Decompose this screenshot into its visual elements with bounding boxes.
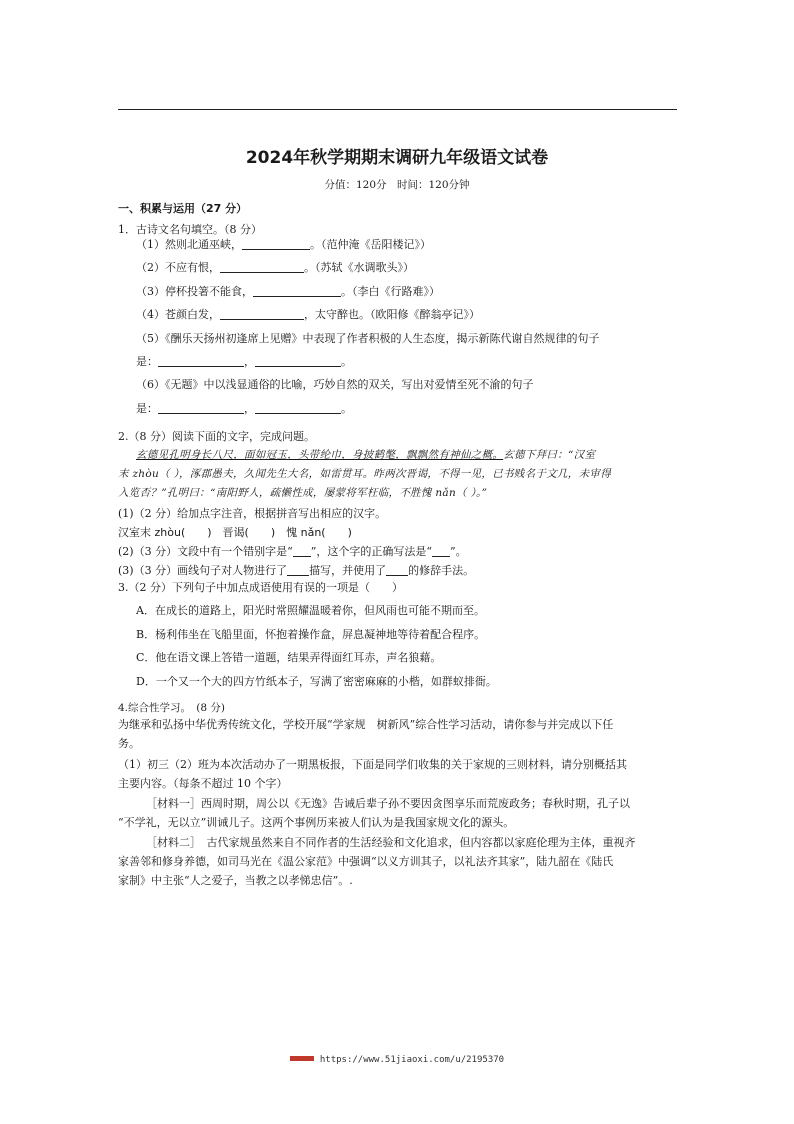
- q3-stem: 3.（2 分）下列句子中加点成语使用有误的一项是（ ）: [118, 581, 403, 594]
- q4-material-1-line-1: ［材料一］西周时期，周公以《无逸》告诫后辈子孙不要因贪图享乐而荒废政务；春秋时期，孔子以: [146, 797, 630, 810]
- q4-material-2-line-1: ［材料二］ 古代家规虽然来自不同作者的生活经验和文化追求，但内容都以家庭伦理为主体，重视齐: [146, 836, 636, 849]
- answer-prefix: 是：: [136, 355, 158, 368]
- q1-line-4-source: ，太守醉也。（欧阳修《醉翁亭记》）: [304, 308, 480, 321]
- site-logo: www: [290, 1056, 314, 1061]
- answer-blank: [293, 544, 311, 557]
- q1-line-2-text: （2）不应有恨，: [136, 261, 220, 274]
- q4-material-2-line-3: 家制》中主张“人之爱子，当教之以孝悌忠信”。.: [118, 874, 353, 887]
- footer-url[interactable]: https://www.51jiaoxi.com/u/2195370: [319, 1055, 505, 1065]
- q4-sub-1-line-1: （1）初三（2）班为本次活动办了一期黑板报，下面是同学们收集的关于家规的三则材料，请分别概括其: [118, 758, 627, 771]
- q3-option-c: C．他在语文课上答错一道题，结果弄得面红耳赤，声名狼藉。: [136, 651, 442, 664]
- period: 。: [341, 402, 352, 415]
- answer-prefix: 是：: [136, 402, 158, 415]
- answer-blank: [220, 307, 304, 320]
- q4-material-1-line-2: “不学礼，无以立”训诫儿子。这两个事例历来被人们认为是我国家规文化的源头。: [118, 816, 515, 829]
- q2-stem: 2.（8 分）阅读下面的文字，完成问题。: [118, 430, 315, 443]
- q2-passage-line-3: 入览否？”孔明曰：“南阳野人，疏懒性成，屡蒙将军枉临，不胜愧 nǎn（ ）。”: [118, 487, 488, 499]
- q4-sub-1-line-2: 主要内容。（每条不超过 10 个字）: [118, 777, 288, 790]
- answer-blank: [158, 354, 244, 367]
- q1-line-6: （6）《无题》中以浅显通俗的比喻，巧妙自然的双关，写出对爱情至死不渝的句子: [136, 378, 534, 391]
- q1-line-2-source: 。（苏轼《水调歌头》）: [304, 261, 414, 274]
- q2-sub-1: (1)（2 分）给加点字注音，根据拼音写出相应的汉字。: [118, 507, 387, 520]
- underlined-sentence: 玄德见孔明身长八尺，面如冠玉，头带纶巾，身披鹤氅，飘飘然有神仙之概。: [136, 449, 504, 461]
- q1-line-3-text: （3）停杯投箸不能食，: [136, 285, 253, 298]
- q2-sub-3-text-b: 描写，并使用了: [309, 564, 387, 577]
- q4-material-2-line-2: 家善邻和修身养德，如司马光在《温公家范》中强调“以义方训其子，以礼法齐其家”，陆九韶在《陆氏: [118, 855, 614, 868]
- q1-line-6-answer: [136, 400, 352, 416]
- q1-line-1: [136, 236, 431, 252]
- q1-line-4-text: （4）苍颜白发，: [136, 308, 220, 321]
- comma: ，: [244, 402, 255, 415]
- q2-sub-2-text: (2)（3 分）文段中有一个错别字是“: [118, 545, 293, 558]
- answer-blank: [287, 563, 309, 576]
- answer-blank: [255, 354, 341, 367]
- q1-line-5: （5）《酬乐天扬州初逢席上见赠》中表现了作者积极的人生态度，揭示新陈代谢自然规律的句子: [136, 332, 600, 345]
- q3-option-d: D．一个又一个大的四方竹纸本子，写满了密密麻麻的小楷，如群蚁排衙。: [136, 675, 497, 688]
- q4-stem: 4.综合性学习。 (8 分): [118, 702, 225, 714]
- header-rule: [118, 109, 677, 110]
- q1-line-4: [136, 306, 480, 322]
- q2-passage-line-1: [136, 447, 595, 462]
- exam-meta: 分值：120分 时间：120分钟: [324, 179, 470, 191]
- answer-blank: [432, 544, 450, 557]
- q1-line-5-answer: [136, 353, 352, 369]
- q1-line-3: [136, 283, 440, 299]
- q2-sub-2-text-b: ”，这个字的正确写法是“: [310, 545, 432, 558]
- answer-blank: [386, 563, 408, 576]
- passage-text: 玄德下拜曰：“汉室: [503, 449, 596, 461]
- q1-line-2: [136, 259, 414, 275]
- answer-blank: [158, 401, 244, 414]
- q2-sub-3: [118, 562, 474, 578]
- answer-blank: [242, 237, 310, 250]
- q3-option-b: B．杨利伟坐在飞船里面，怀抱着操作盒，屏息凝神地等待着配合程序。: [136, 628, 486, 641]
- q2-sub-2: [118, 543, 467, 559]
- comma: ，: [244, 355, 255, 368]
- answer-blank: [253, 284, 341, 297]
- q2-passage-line-2: 末 zhòu（ ），涿郡愚夫，久闻先生大名，如雷贯耳。昨两次晋谒，不得一见，已书贱名于文几，未审得: [118, 468, 612, 480]
- q4-intro-line-2: 务。: [118, 737, 140, 750]
- q1-line-1-text: （1）然则北通巫峡，: [136, 238, 242, 251]
- answer-blank: [255, 401, 341, 414]
- answer-blank: [220, 260, 304, 273]
- q2-sub-2-text-c: ”。: [449, 545, 467, 558]
- footer: [0, 1055, 794, 1065]
- q2-sub-1-answers: 汉室末 zhòu( ) 晋谒( ) 愧 nǎn( ): [118, 526, 352, 539]
- page-title: 2024年秋学期期末调研九年级语文试卷: [245, 148, 549, 168]
- q1-line-1-source: 。（范仲淹《岳阳楼记》）: [310, 238, 431, 251]
- q1-line-3-source: 。（李白《行路难》）: [341, 285, 440, 298]
- period: 。: [341, 355, 352, 368]
- q2-sub-3-text: (3)（3 分）画线句子对人物进行了: [118, 564, 288, 577]
- q1-stem: 1．古诗文名句填空。（8 分）: [118, 223, 262, 236]
- q3-option-a: A．在成长的道路上，阳光时常照耀温暖着你，但风雨也可能不期而至。: [136, 604, 485, 617]
- section-heading: 一、积累与运用（27 分）: [118, 202, 248, 215]
- q4-intro-line-1: 为继承和弘扬中华优秀传统文化，学校开展“学家规 树新风”综合性学习活动，请你参与并完成以下任: [118, 718, 614, 731]
- q2-sub-3-text-c: 的修辞手法。: [408, 564, 475, 577]
